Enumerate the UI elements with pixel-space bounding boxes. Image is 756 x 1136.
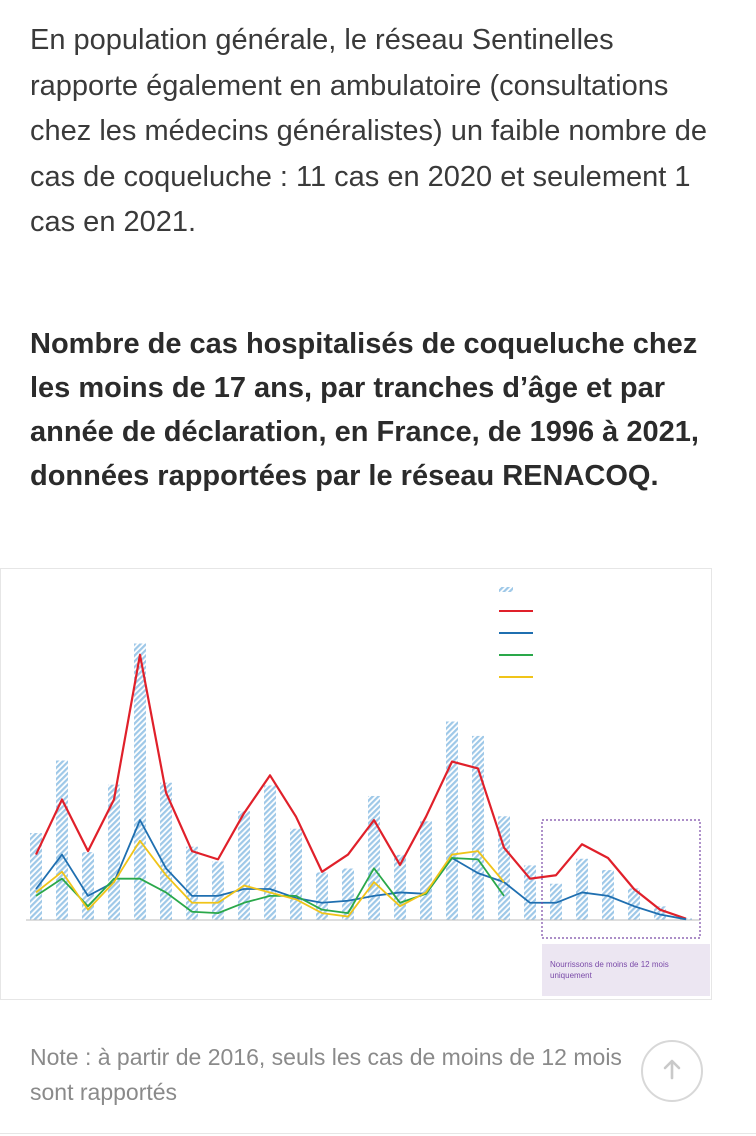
chart-frame xyxy=(1,569,712,1000)
divider xyxy=(0,1133,756,1134)
chart-heading: Nombre de cas hospitalisés de coqueluche chez les moins de 17 ans, par tranches d’âge et par année de déclaration, en France, de 1996 à 2021, données rapportées par le réseau RENACOQ. xyxy=(30,328,699,492)
scroll-to-top-button[interactable] xyxy=(641,1040,703,1102)
bar-total xyxy=(576,859,588,920)
note-text: Note : à partir de 2016, seuls les cas de moins de 12 mois sont rapportés xyxy=(30,1044,622,1105)
bar-total xyxy=(108,785,120,920)
surveillance-note-bg xyxy=(542,944,710,996)
bar-total xyxy=(368,796,380,920)
bar-total xyxy=(420,821,432,920)
surveillance-text-line2: uniquement xyxy=(550,971,592,980)
chart-image xyxy=(0,568,712,1000)
arrow-up-icon xyxy=(662,1058,682,1085)
surveillance-text: Nourrissons de moins de 12 mois xyxy=(550,960,669,969)
bar-total xyxy=(264,785,276,920)
intro-paragraph: En population générale, le réseau Sentinelles rapporte également en ambulatoire (consultations chez les médecins généralistes) un faible nombre de cas de coqueluche : 11 cas en 2020 et seulement 1 cas en 2021. xyxy=(30,24,708,238)
bar-total xyxy=(56,760,68,920)
bar-total xyxy=(290,829,302,920)
bar-total xyxy=(446,721,458,920)
bar-total xyxy=(472,736,484,920)
line-4-11-mois xyxy=(36,820,686,919)
pertussis-chart xyxy=(0,568,712,1000)
legend-swatch-total xyxy=(499,587,513,592)
